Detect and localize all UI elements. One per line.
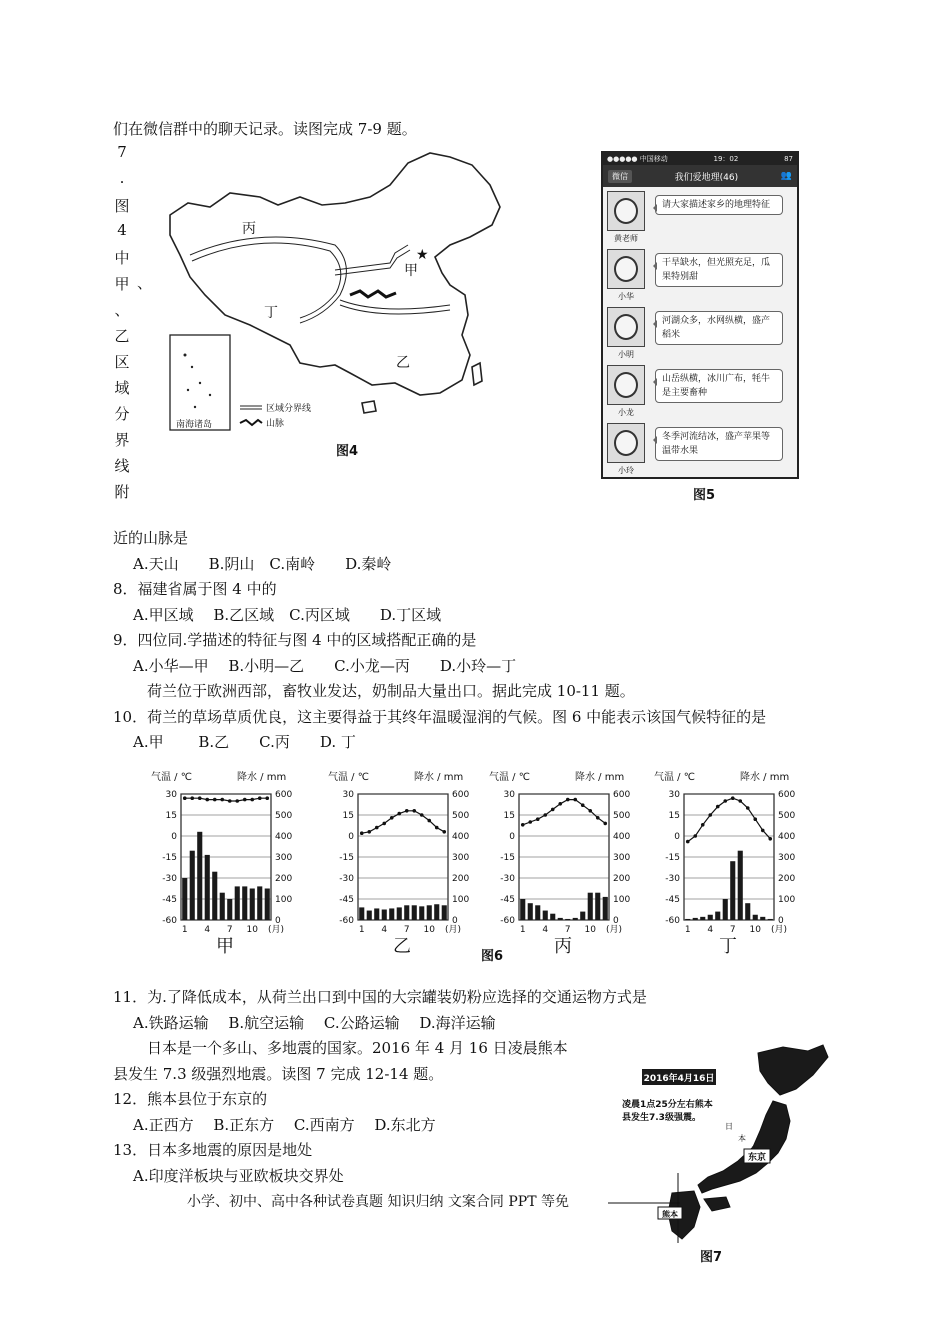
precip-bar (738, 851, 743, 920)
user-name: 小明 (618, 350, 634, 359)
legend-mountain: 山脉 (266, 419, 285, 429)
precip-bar (205, 855, 210, 920)
precip-bar (573, 918, 578, 920)
precip-bar (359, 907, 364, 920)
precip-bar (367, 911, 372, 920)
precip-tick-label: 500 (613, 811, 631, 821)
precip-bar (442, 905, 447, 920)
chat-message (607, 191, 793, 247)
month-tick-label: 10 (584, 925, 596, 935)
region-jia: 甲 (404, 263, 418, 279)
month-tick-label: 4 (707, 925, 714, 935)
temp-tick-label: 15 (668, 811, 680, 821)
sea-label-2: 本 (738, 1134, 746, 1143)
temp-tick-label: 30 (165, 790, 177, 800)
temperature-point (753, 817, 757, 821)
chart-name-label: 丙 (554, 936, 572, 957)
precip-bar (603, 897, 608, 920)
precip-tick-label: 0 (778, 916, 784, 926)
figure-7-caption: 图7 (700, 1250, 723, 1265)
temperature-point (551, 808, 555, 812)
temp-tick-label: -45 (665, 895, 680, 905)
legend-boundary: 区域分界线 (266, 404, 312, 414)
month-tick-label: 10 (246, 925, 258, 935)
carrier-label: ●●●●● 中国移动 (607, 155, 668, 163)
precip-tick-label: 100 (778, 895, 796, 905)
precip-bar (588, 893, 593, 920)
chat-message (607, 307, 793, 363)
precip-tick-label: 300 (275, 853, 293, 863)
q11-options: A.铁路运输 B.航空运输 C.公路运输 D.海洋运输 (133, 1014, 496, 1032)
temp-tick-label: 15 (342, 811, 354, 821)
precip-axis-label: 降水 / mm (237, 772, 287, 783)
temp-tick-label: -30 (665, 874, 680, 884)
temperature-point (442, 830, 446, 834)
q7-stem-char: 甲 (114, 275, 130, 293)
precip-bar (434, 904, 439, 920)
q7-stem-char: 附 (114, 483, 130, 501)
q9-options: A.小华—甲 B.小明—乙 C.小龙—丙 D.小玲—丁 (133, 657, 517, 675)
figure-4-caption: 图4 (336, 444, 359, 459)
temp-tick-label: -30 (339, 874, 354, 884)
clock: 19：02 (713, 155, 739, 163)
temperature-point (190, 796, 194, 800)
temperature-line (185, 798, 267, 801)
precip-axis-label: 降水 / mm (740, 772, 790, 783)
q13-option-a: A.印度洋板块与亚欧板块交界处 (133, 1167, 344, 1185)
temp-tick-label: 0 (171, 832, 177, 842)
temperature-point (213, 798, 217, 802)
figure-4-map (150, 145, 510, 460)
q7-stem-char: 中 (114, 249, 130, 267)
precip-bar (412, 905, 417, 920)
temp-tick-label: -15 (162, 853, 177, 863)
temperature-point (528, 820, 532, 824)
temperature-line (688, 798, 771, 841)
month-tick-label: 1 (181, 925, 188, 935)
temperature-point (228, 799, 232, 803)
face-icon (614, 256, 638, 282)
precip-bar (550, 914, 555, 920)
temperature-point (746, 806, 750, 810)
precip-bar (520, 899, 525, 920)
message-bubble: 请大家描述家乡的地理特征 (655, 195, 783, 215)
inset-label: 南海诸岛 (176, 420, 213, 430)
temp-tick-label: -60 (500, 916, 515, 926)
group-members-icon[interactable]: 👥 (780, 171, 792, 181)
temperature-point (521, 823, 525, 827)
q7-options: A.天山 B.阴山 C.南岭 D.秦岭 (133, 555, 392, 573)
avatar[interactable] (607, 249, 645, 289)
precip-tick-label: 400 (613, 832, 631, 842)
chart-name-label: 乙 (393, 936, 411, 957)
precip-bar (397, 907, 402, 920)
month-tick-label: 4 (542, 925, 549, 935)
temperature-line (523, 800, 606, 825)
precip-tick-label: 0 (613, 916, 619, 926)
user-name: 小华 (618, 292, 634, 301)
temperature-point (603, 822, 607, 826)
month-unit-label: (月) (606, 925, 623, 935)
temperature-point (435, 826, 439, 830)
footer-text: 小学、初中、高中各种试卷真题 知识归纳 文案合同 PPT 等免 (187, 1194, 569, 1210)
message-bubble: 冬季河流结冰，盛产苹果等温带水果 (655, 427, 783, 461)
tokyo-label: 东京 (747, 1153, 767, 1163)
precip-bar (700, 917, 705, 920)
temp-tick-label: 0 (509, 832, 515, 842)
chat-message (607, 365, 793, 421)
precip-tick-label: 100 (452, 895, 470, 905)
temp-tick-label: -15 (665, 853, 680, 863)
date-box: 2016年4月16日 (643, 1074, 715, 1084)
month-tick-label: 4 (381, 925, 388, 935)
temperature-point (412, 809, 416, 813)
temperature-point (716, 805, 720, 809)
climate-chart-4 (648, 768, 818, 958)
phone-status-bar (603, 153, 797, 165)
region-bing: 丙 (242, 221, 256, 237)
precip-bar (220, 893, 225, 920)
temperature-point (198, 796, 202, 800)
temperature-point (701, 823, 705, 827)
climate-chart-3 (483, 768, 653, 958)
temp-tick-label: -60 (162, 916, 177, 926)
precip-bar (427, 905, 432, 920)
precip-tick-label: 500 (452, 811, 470, 821)
precip-bar (730, 861, 735, 920)
month-tick-label: 7 (564, 925, 571, 935)
precip-tick-label: 600 (452, 790, 470, 800)
q7-stem-char: 域 (114, 379, 130, 397)
precip-tick-label: 500 (275, 811, 293, 821)
precip-bar (197, 832, 202, 920)
precip-bar (708, 915, 713, 920)
precip-tick-label: 400 (452, 832, 470, 842)
precip-bar (182, 878, 187, 920)
precip-bar (190, 851, 195, 920)
temperature-point (220, 798, 224, 802)
precip-tick-label: 500 (778, 811, 796, 821)
precip-tick-label: 300 (452, 853, 470, 863)
precip-tick-label: 200 (778, 874, 796, 884)
precip-bar (685, 919, 690, 920)
month-tick-label: 1 (684, 925, 691, 935)
avatar[interactable] (607, 307, 645, 347)
temperature-point (367, 830, 371, 834)
temperature-point (536, 817, 540, 821)
temperature-point (558, 802, 562, 806)
temp-tick-label: 0 (348, 832, 354, 842)
precip-tick-label: 200 (613, 874, 631, 884)
precip-bar (404, 905, 409, 920)
figure-6-caption: 图6 (481, 949, 504, 964)
precip-bar (693, 918, 698, 920)
sea-label-1: 日 (725, 1122, 733, 1131)
month-tick-label: 10 (423, 925, 435, 935)
temperature-point (243, 798, 247, 802)
temperature-point (566, 798, 570, 802)
temperature-point (420, 813, 424, 817)
chat-message (607, 249, 793, 305)
region-yi: 乙 (396, 355, 410, 371)
q12-options: A.正西方 B.正东方 C.西南方 D.东北方 (133, 1116, 436, 1134)
q7-stem-char: 界 (114, 431, 130, 449)
japan-intro-2: 县发生 7.3 级强烈地震。读图 7 完成 12-14 题。 (113, 1065, 444, 1083)
month-unit-label: (月) (771, 925, 788, 935)
chat-message (607, 423, 793, 479)
temp-tick-label: 15 (503, 811, 515, 821)
q11-stem: 11．为.了降低成本，从荷兰出口到中国的大宗罐装奶粉应选择的交通运物方式是 (113, 988, 647, 1006)
month-tick-label: 1 (519, 925, 526, 935)
precip-bar (419, 906, 424, 920)
temp-tick-label: -60 (339, 916, 354, 926)
face-icon (614, 198, 638, 224)
month-tick-label: 7 (403, 925, 410, 935)
precip-bar (760, 917, 765, 920)
face-icon (614, 372, 638, 398)
precip-tick-label: 200 (275, 874, 293, 884)
temperature-point (723, 799, 727, 803)
temp-tick-label: -15 (339, 853, 354, 863)
temp-tick-label: -60 (665, 916, 680, 926)
svg-text:★: ★ (416, 247, 429, 263)
temp-tick-label: 30 (503, 790, 515, 800)
temperature-point (543, 813, 547, 817)
precip-bar (235, 886, 240, 920)
temperature-point (390, 816, 394, 820)
q7-stem-char: 乙 (114, 327, 130, 345)
q7-stem-char: 、 (114, 301, 130, 319)
temperature-point (731, 796, 735, 800)
precip-bar (528, 903, 533, 920)
precip-bar (580, 912, 585, 920)
q7-stem-char: . (119, 169, 125, 187)
precip-bar (535, 905, 540, 920)
face-icon (614, 430, 638, 456)
precip-tick-label: 0 (452, 916, 458, 926)
month-unit-label: (月) (268, 925, 285, 935)
precip-bar (723, 899, 728, 920)
month-tick-label: 7 (729, 925, 736, 935)
month-tick-label: 1 (358, 925, 365, 935)
temp-tick-label: -30 (162, 874, 177, 884)
chart-name-label: 丁 (719, 936, 737, 957)
month-tick-label: 10 (749, 925, 761, 935)
group-title: 我们爱地理(46) (674, 172, 739, 183)
temperature-point (265, 796, 269, 800)
temp-tick-label: 30 (342, 790, 354, 800)
temperature-point (397, 812, 401, 816)
precip-bar (715, 912, 720, 920)
temp-tick-label: -45 (339, 895, 354, 905)
precip-tick-label: 0 (275, 916, 281, 926)
q7-stem-char: 分 (114, 405, 130, 423)
precip-axis-label: 降水 / mm (575, 772, 625, 783)
q7-stem-char: 线 (114, 457, 130, 475)
face-icon (614, 314, 638, 340)
temp-tick-label: 30 (668, 790, 680, 800)
precip-tick-label: 400 (778, 832, 796, 842)
figure-5-phone (601, 151, 799, 479)
precip-bar (389, 908, 394, 920)
precip-axis-label: 降水 / mm (414, 772, 464, 783)
month-tick-label: 4 (204, 925, 211, 935)
temperature-point (183, 796, 187, 800)
temperature-point (250, 798, 254, 802)
q8-stem: 8．福建省属于图 4 中的 (113, 580, 277, 598)
chart-name-label: 甲 (216, 936, 234, 957)
temperature-point (405, 809, 409, 813)
temperature-point (768, 837, 772, 841)
japan-intro-1: 日本是一个多山、多地震的国家。2016 年 4 月 16 日凌晨熊本 (147, 1039, 568, 1057)
temp-tick-label: -45 (500, 895, 515, 905)
user-name: 小龙 (618, 408, 634, 417)
temperature-point (693, 834, 697, 838)
temperature-point (235, 799, 239, 803)
q10-options: A.甲 B.乙 C.丙 D. 丁 (133, 733, 356, 751)
precip-tick-label: 300 (778, 853, 796, 863)
figure-7-map (608, 1043, 834, 1271)
temperature-point (360, 831, 364, 835)
temp-tick-label: -45 (162, 895, 177, 905)
precip-bar (753, 915, 758, 920)
temperature-point (686, 840, 690, 844)
q7-continuation: 近的山脉是 (113, 529, 189, 547)
temp-axis-label: 气温 / ℃ (654, 772, 695, 783)
avatar[interactable] (607, 423, 645, 463)
kumamoto-label: 熊本 (662, 1210, 678, 1219)
precip-tick-label: 300 (613, 853, 631, 863)
user-name: 黄老师 (614, 234, 638, 243)
message-bubble: 山岳纵横，冰川广布，牦牛是主要畜种 (655, 369, 783, 403)
precip-tick-label: 200 (452, 874, 470, 884)
climate-chart-2 (322, 768, 492, 958)
temperature-point (573, 798, 577, 802)
temp-axis-label: 气温 / ℃ (328, 772, 369, 783)
precip-bar (265, 889, 270, 921)
quake-note-1: 凌晨1点25分左右熊本 (622, 1100, 713, 1110)
precip-bar (745, 903, 750, 920)
precip-bar (565, 919, 570, 920)
precip-tick-label: 100 (275, 895, 293, 905)
temp-tick-label: 0 (674, 832, 680, 842)
avatar[interactable] (607, 365, 645, 405)
message-bubble: 河湖众多，水网纵横，盛产稻米 (655, 311, 783, 345)
netherlands-intro: 荷兰位于欧洲西部，畜牧业发达，奶制品大量出口。据此完成 10-11 题。 (147, 682, 635, 700)
message-bubble: 干旱缺水，但光照充足，瓜果特别甜 (655, 253, 783, 287)
temp-axis-label: 气温 / ℃ (489, 772, 530, 783)
temp-tick-label: 15 (165, 811, 177, 821)
temperature-point (738, 799, 742, 803)
temperature-point (761, 829, 765, 833)
q7-stem-char: 区 (114, 353, 130, 371)
chat-header (603, 165, 797, 187)
temperature-point (596, 816, 600, 820)
precip-tick-label: 100 (613, 895, 631, 905)
q13-stem: 13．日本多地震的原因是地处 (113, 1141, 313, 1159)
climate-chart-1 (145, 768, 315, 958)
temperature-point (382, 822, 386, 826)
back-button[interactable]: 微信 (608, 170, 632, 183)
q7-stem-char: 7 (117, 143, 127, 161)
q7-stem-char: 4 (117, 221, 127, 239)
temperature-point (588, 809, 592, 813)
figure-5-caption: 图5 (693, 488, 716, 503)
precip-bar (250, 889, 255, 921)
precip-bar (543, 911, 548, 920)
temp-tick-label: -30 (500, 874, 515, 884)
user-name: 小玲 (618, 466, 634, 475)
precip-bar (768, 919, 773, 920)
avatar[interactable] (607, 191, 645, 231)
temperature-line (362, 811, 445, 833)
temp-axis-label: 气温 / ℃ (151, 772, 192, 783)
temperature-point (581, 803, 585, 807)
q10-stem: 10．荷兰的草场草质优良，这主要得益于其终年温暖湿润的气候。图 6 中能表示该国气候特征的是 (113, 708, 767, 726)
temperature-point (427, 819, 431, 823)
precip-tick-label: 600 (275, 790, 293, 800)
month-unit-label: (月) (445, 925, 462, 935)
temperature-point (205, 798, 209, 802)
temperature-point (375, 826, 379, 830)
intro-line: 们在微信群中的聊天记录。读图完成 7-9 题。 (113, 120, 417, 138)
battery-level: 87 (784, 155, 793, 163)
precip-tick-label: 400 (275, 832, 293, 842)
precip-bar (595, 893, 600, 920)
temperature-point (258, 796, 262, 800)
q7-stem-char: 图 (114, 197, 130, 215)
precip-bar (382, 910, 387, 921)
precip-tick-label: 600 (613, 790, 631, 800)
precip-bar (257, 886, 262, 920)
precip-bar (558, 918, 563, 920)
temperature-point (708, 813, 712, 817)
precip-bar (212, 872, 217, 920)
temp-tick-label: -15 (500, 853, 515, 863)
q12-stem: 12．熊本县位于东京的 (113, 1090, 268, 1108)
q9-stem: 9．四位同.学描述的特征与图 4 中的区域搭配正确的是 (113, 631, 477, 649)
precip-bar (374, 908, 379, 920)
precip-tick-label: 600 (778, 790, 796, 800)
quake-note-2: 县发生7.3级强震。 (622, 1113, 701, 1123)
month-tick-label: 7 (226, 925, 233, 935)
q8-options: A.甲区域 B.乙区域 C.丙区域 D.丁区域 (133, 606, 442, 624)
precip-bar (227, 899, 232, 920)
region-ding: 丁 (264, 305, 278, 321)
q7-comma: 、 (137, 274, 153, 292)
precip-bar (242, 886, 247, 920)
